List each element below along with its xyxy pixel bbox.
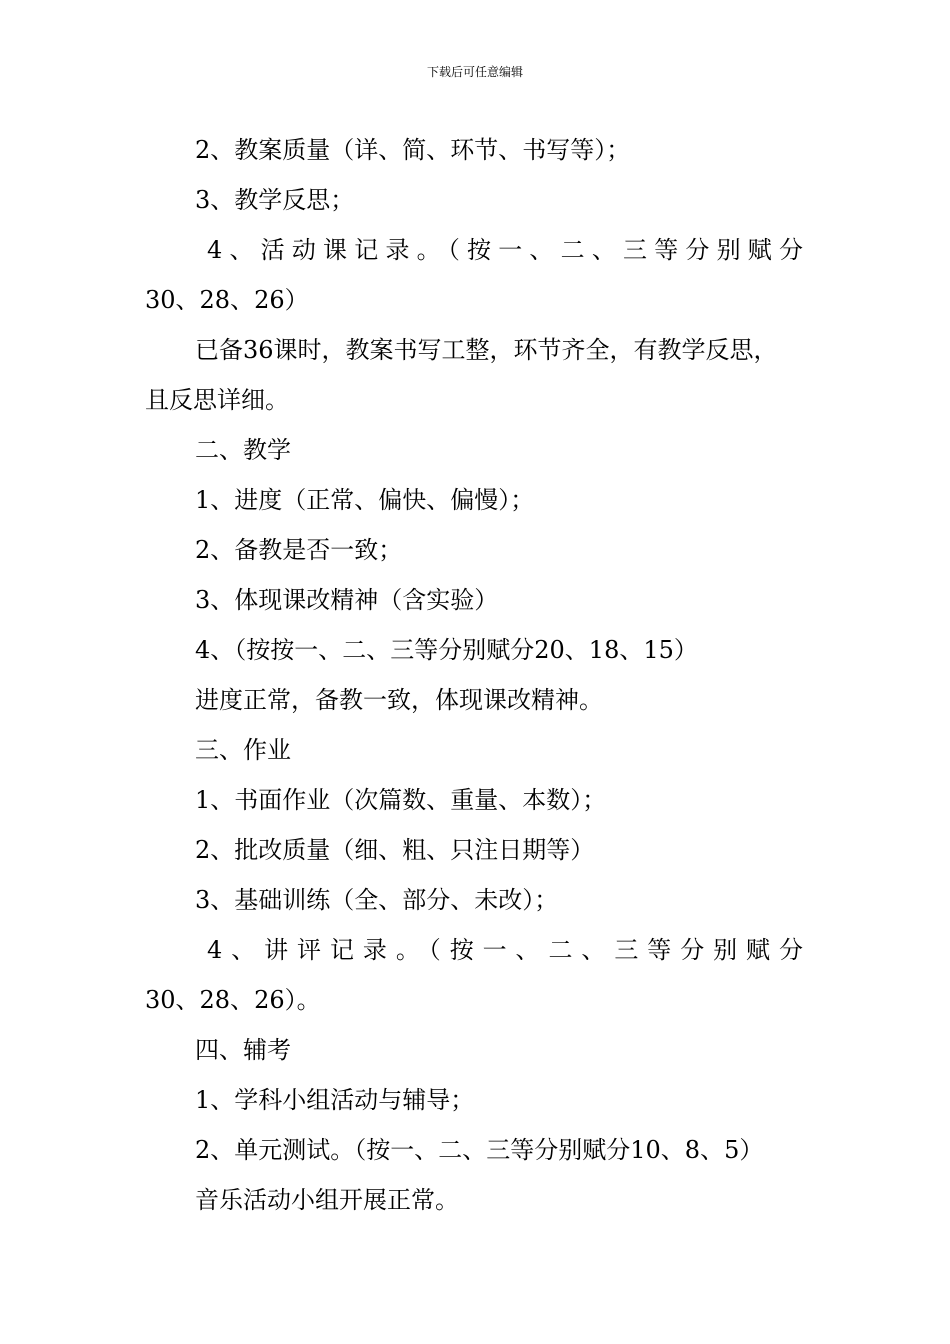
text-line: 4、（按按一、二、三等分别赋分20、18、15） [195,636,698,664]
section-heading: 二、教学 [195,436,291,464]
text-line: 且反思详细。 [145,386,289,414]
section-heading: 四、辅考 [195,1036,291,1064]
text-line: 2、单元测试。（按一、二、三等分别赋分10、8、5） [195,1136,764,1164]
text-line: 1、书面作业（次篇数、重量、本数）； [195,786,607,814]
text-line: 30、28、26）。 [145,986,321,1014]
text-line: 2、教案质量（详、简、环节、书写等）； [195,136,631,164]
text-line: 2、备教是否一致； [195,536,403,564]
text-line: 音乐活动小组开展正常。 [195,1186,459,1214]
text-line: 4、活动课记录。（按一、二、三等分别赋分 [207,236,803,264]
section-heading: 三、作业 [195,736,291,764]
text-line: 3、基础训练（全、部分、未改）； [195,886,559,914]
page-header: 下载后可任意编辑 [426,65,523,79]
text-line: 1、进度（正常、偏快、偏慢）； [195,486,535,514]
text-line: 已备36课时，教案书写工整，环节齐全，有教学反思， [195,336,778,364]
text-line: 3、教学反思； [195,186,355,214]
text-line: 1、学科小组活动与辅导； [195,1086,475,1114]
text-line: 4、讲评记录。（按一、二、三等分别赋分 [207,936,803,964]
text-line: 2、批改质量（细、粗、只注日期等） [195,836,595,864]
text-line: 3、体现课改精神（含实验） [195,586,499,614]
text-line: 进度正常，备教一致，体现课改精神。 [195,686,603,714]
text-line: 30、28、26） [145,286,309,314]
